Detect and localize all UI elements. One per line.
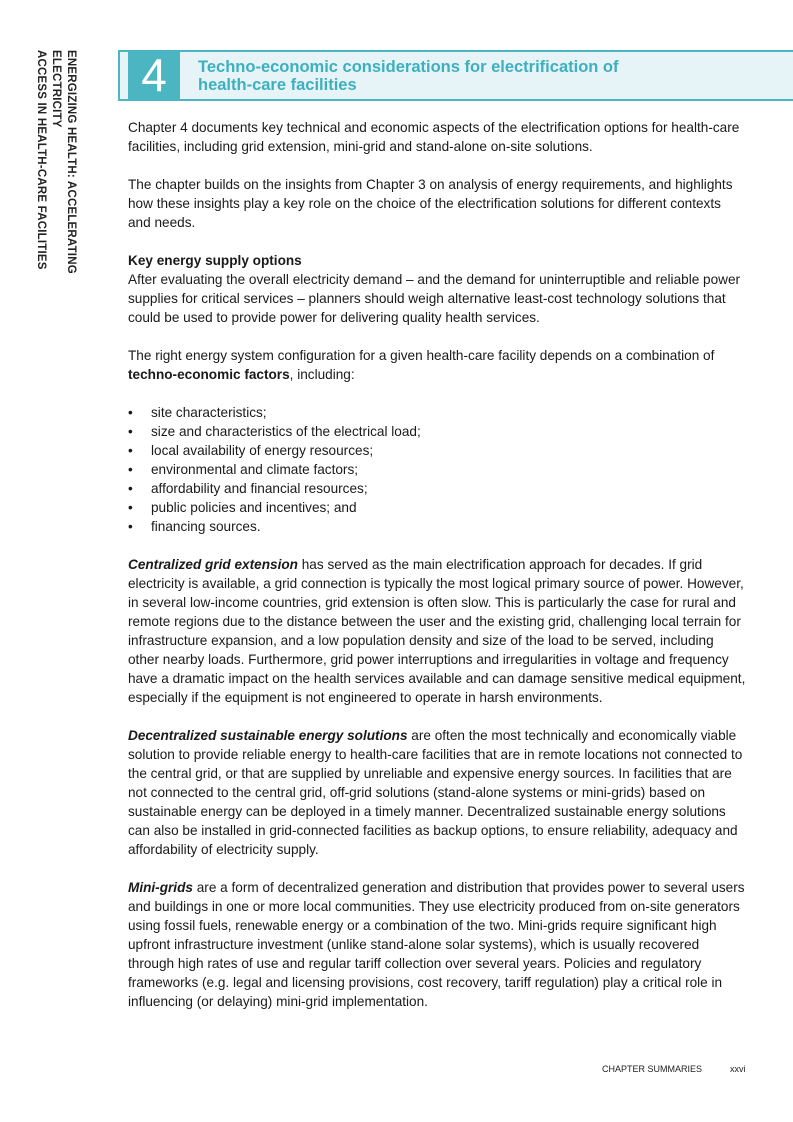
page-footer bbox=[602, 1064, 746, 1074]
list-item: • environmental and climate factors; bbox=[128, 460, 746, 479]
bold-term: Centralized grid extension bbox=[128, 557, 298, 572]
paragraph: After evaluating the overall electricity demand – and the demand for uninterruptible and reliable power supplies for critical services – planners should weigh alternative least-cost technology solutions that could be used to provide power for delivering quality health services. bbox=[128, 272, 741, 325]
paragraph: The chapter builds on the insights from Chapter 3 on analysis of energy requirements, and highlights how these insights play a key role on the choice of the electrification solutions for different contexts and needs. bbox=[128, 177, 733, 230]
running-title-line2: ACCESS IN HEALTH-CARE FACILITIES bbox=[35, 50, 47, 270]
page-number: xxvi bbox=[730, 1064, 746, 1074]
footer-section: CHAPTER SUMMARIES bbox=[602, 1064, 703, 1074]
text: , including: bbox=[289, 367, 355, 382]
bold-term: Decentralized sustainable energy solutions bbox=[128, 728, 408, 743]
chapter-title-line2: health-care facilities bbox=[198, 76, 357, 94]
list-item: • local availability of energy resources; bbox=[128, 441, 746, 460]
running-title-line1: ENERGIZING HEALTH: ACCELERATING ELECTRICITY bbox=[50, 50, 77, 274]
text: The right energy system configuration for a given health-care facility depends on a combination of bbox=[128, 348, 715, 363]
paragraph: Chapter 4 documents key technical and economic aspects of the electrification options for health-care facilities, including grid extension, mini-grid and stand-alone on-site solutions. bbox=[128, 120, 740, 154]
list-item: • financing sources. bbox=[128, 517, 746, 536]
bold-term: Mini-grids bbox=[128, 880, 193, 895]
paragraph bbox=[128, 878, 746, 1011]
body-text bbox=[128, 118, 746, 1030]
list-item: • affordability and financial resources; bbox=[128, 479, 746, 498]
running-title bbox=[33, 50, 78, 350]
chapter-title-line1: Techno-economic considerations for electrification of bbox=[198, 58, 619, 76]
section-heading: Key energy supply options bbox=[128, 253, 302, 268]
bold-term: techno-economic factors bbox=[128, 367, 290, 382]
chapter-title bbox=[198, 58, 619, 94]
paragraph bbox=[128, 346, 746, 384]
list-item: • size and characteristics of the electrical load; bbox=[128, 422, 746, 441]
text: are a form of decentralized generation and distribution that provides power to several users and buildings in one or more local communities. They use electricity produced from on-site generators using fossil fuels, renewable energy or a combination of the two. Mini-grids require significant high upfront infrastructure investment (unlike stand-alone solar systems), which is usually recovered through high rates of use and regular tariff collection over several years. Policies and regulatory frameworks (e.g. legal and licensing provisions, cost recovery, tariff regulation) play a critical role in influencing (or delaying) mini-grid implementation. bbox=[128, 880, 745, 1009]
chapter-number: 4 bbox=[128, 50, 180, 101]
chapter-header bbox=[118, 50, 793, 101]
factor-list bbox=[128, 403, 746, 536]
paragraph bbox=[128, 555, 746, 707]
text: are often the most technically and economically viable solution to provide reliable energy to health-care facilities that are in remote locations not connected to the central grid, or that are supplied by unreliable and expensive energy sources. In facilities that are not connected to the central grid, off-grid solutions (stand-alone systems or mini-grids) based on sustainable energy can be deployed in a timely manner. Decentralized sustainable energy solutions can also be installed in grid-connected facilities as backup options, to ensure reliability, adequacy and affordability of electricity supply. bbox=[128, 728, 743, 857]
text: has served as the main electrification approach for decades. If grid electricity is available, a grid connection is typically the most logical primary source of power. However, in several low-income countries, grid extension is often slow. This is particularly the case for rural and remote regions due to the distance between the user and the existing grid, challenging local terrain for infrastructure expansion, and a low population density and size of the load to be served, including other nearby loads. Furthermore, grid power interruptions and irregularities in voltage and frequency have a dramatic impact on the health services available and can damage sensitive medical equipment, especially if the equipment is not engineered to operate in harsh environments. bbox=[128, 557, 746, 705]
paragraph bbox=[128, 726, 746, 859]
list-item: • site characteristics; bbox=[128, 403, 746, 422]
list-item: • public policies and incentives; and bbox=[128, 498, 746, 517]
